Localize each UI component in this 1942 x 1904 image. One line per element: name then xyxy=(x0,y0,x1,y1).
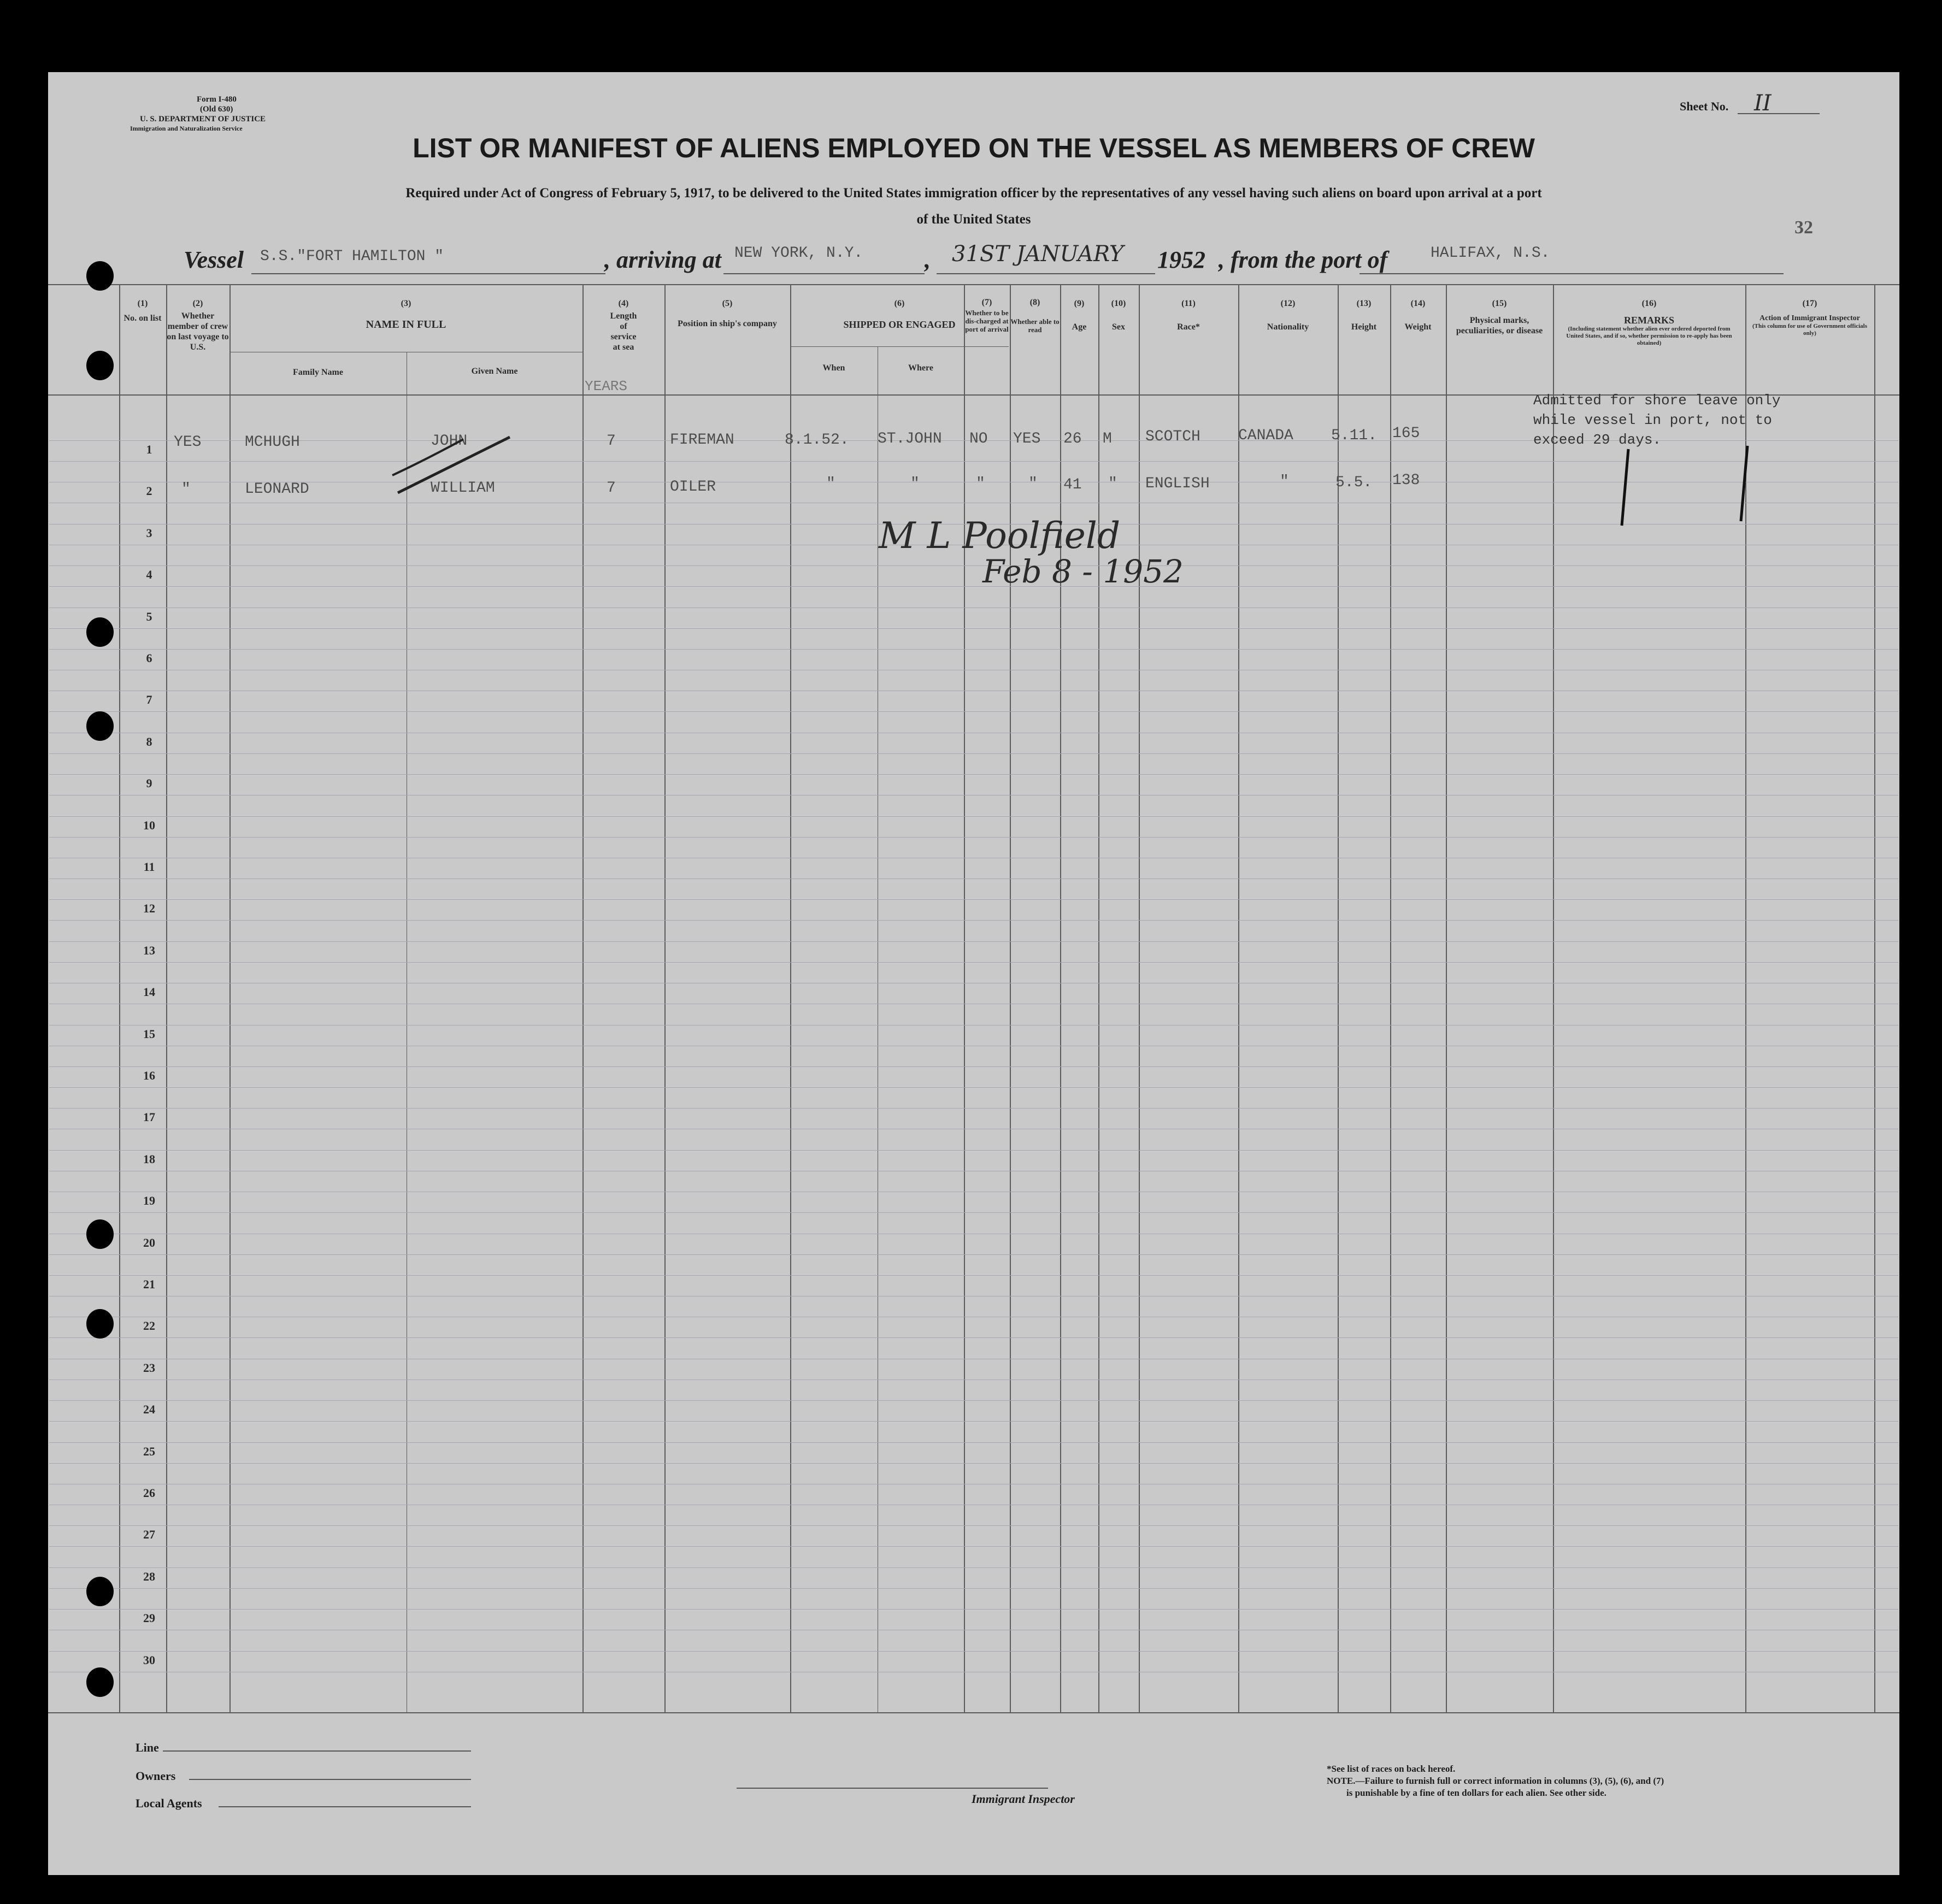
row2-able-to-read: " xyxy=(1028,475,1038,492)
row-rule xyxy=(49,816,1898,817)
col-line xyxy=(790,284,791,1713)
year: 1952 xyxy=(1157,246,1205,273)
col1-header: (1) No. on list xyxy=(123,299,162,323)
col11-header: (11) Race* xyxy=(1177,299,1200,332)
col8-header: (8) Whether able to read xyxy=(1010,298,1060,334)
row1-height: 5.11. xyxy=(1331,427,1378,444)
row-number: 3 xyxy=(146,526,152,540)
row-number: 26 xyxy=(143,1486,155,1500)
row2-height: 5.5. xyxy=(1335,474,1373,491)
row1-given-name: JOHN xyxy=(431,433,468,450)
row2-family-name: LEONARD xyxy=(245,481,309,498)
row-number: 19 xyxy=(143,1194,155,1208)
col-line xyxy=(1553,284,1554,1713)
row-rule xyxy=(49,649,1898,650)
row2-sex: " xyxy=(1108,475,1117,492)
row1-age: 26 xyxy=(1063,431,1082,447)
row-number: 21 xyxy=(143,1277,155,1291)
row1-position: FIREMAN xyxy=(670,432,734,449)
row-rule xyxy=(49,774,1898,775)
row-number: 10 xyxy=(143,818,155,832)
row-rule xyxy=(49,1588,1898,1589)
vessel-name: S.S."FORT HAMILTON " xyxy=(260,248,444,265)
row-rule xyxy=(49,1275,1898,1276)
row-rule xyxy=(49,1337,1898,1338)
row1-weight: 165 xyxy=(1392,425,1420,442)
row2-position: OILER xyxy=(670,479,716,496)
where-header: Where xyxy=(908,363,933,373)
subtitle-line1: Required under Act of Congress of February 5, 1917, to be delivered to the United States immigration officer by the representatives of any vessel having such aliens on board upon arrival at a port xyxy=(405,186,1542,201)
page-number: 32 xyxy=(1794,217,1813,238)
row-number: 29 xyxy=(143,1611,155,1625)
family-name-header: Family Name xyxy=(293,368,343,377)
row1-service: 7 xyxy=(607,433,616,450)
row1-prev-voyage: YES xyxy=(174,434,202,451)
owners-label: Owners xyxy=(136,1769,176,1783)
row-number: 24 xyxy=(143,1402,155,1417)
col-line xyxy=(1338,284,1339,1713)
table-top-border xyxy=(48,284,1899,285)
row-rule xyxy=(49,962,1898,963)
col-line xyxy=(664,284,666,1713)
col16-header: (16) REMARKS (Including statement whether alien ever ordered deported from United States, and if so, whether permission to re-apply has been obtained) xyxy=(1566,299,1732,346)
punch-hole xyxy=(86,261,114,291)
row1-shipped-when: 8.1.52. xyxy=(785,432,849,449)
row1-able-to-read: YES xyxy=(1013,431,1041,447)
col9-header: (9) Age xyxy=(1072,299,1087,332)
punch-hole xyxy=(86,1577,114,1606)
shipped-subheader-line xyxy=(790,346,1009,347)
department: U. S. DEPARTMENT OF JUSTICE xyxy=(140,115,266,123)
col4-header: (4) Length of service at sea xyxy=(610,299,637,352)
arrival-date: 31ST JANUARY xyxy=(952,241,1124,267)
col5-header: (5) Position in ship's company xyxy=(678,299,777,328)
col7-header: (7) Whether to be dis-charged at port of arrival xyxy=(965,298,1009,333)
punch-hole xyxy=(86,1667,114,1697)
punch-hole xyxy=(86,711,114,741)
row2-given-name: WILLIAM xyxy=(431,480,495,497)
line-underline xyxy=(163,1750,471,1752)
given-name-header: Given Name xyxy=(471,367,518,376)
inspector-signature-date: Feb 8 - 1952 xyxy=(982,553,1184,590)
manifest-sheet xyxy=(48,72,1899,1875)
col15-header: (15) Physical marks, peculiarities, or disease xyxy=(1456,299,1543,335)
row1-sex: M xyxy=(1103,431,1112,447)
col-line xyxy=(582,284,584,1713)
arriving-port: NEW YORK, N.Y. xyxy=(734,245,863,262)
row-number: 11 xyxy=(143,860,155,874)
col-line xyxy=(964,284,965,1713)
row-number: 17 xyxy=(143,1110,155,1124)
col6-header: (6) SHIPPED OR ENGAGED xyxy=(843,299,956,330)
punch-hole xyxy=(86,1219,114,1249)
row2-prev-voyage: " xyxy=(181,481,191,498)
remarks-line1: Admitted for shore leave only xyxy=(1533,392,1781,409)
table-bottom-border xyxy=(48,1712,1899,1713)
row-rule xyxy=(49,1150,1898,1151)
remarks-line2: while vessel in port, not to xyxy=(1533,412,1772,428)
local-agents-label: Local Agents xyxy=(136,1796,202,1810)
row-number: 1 xyxy=(146,443,152,456)
row-number: 7 xyxy=(146,693,152,707)
row2-weight: 138 xyxy=(1392,472,1420,489)
col12-header: (12) Nationality xyxy=(1267,299,1309,332)
row-number: 9 xyxy=(146,776,152,791)
col-line xyxy=(1060,284,1061,1713)
row-number: 13 xyxy=(143,943,155,957)
line-label: Line xyxy=(136,1741,159,1754)
footnote-races: *See list of races on back hereof. xyxy=(1327,1764,1456,1774)
row-rule xyxy=(49,1609,1898,1610)
row-number: 8 xyxy=(146,734,152,748)
row-number: 28 xyxy=(143,1569,155,1583)
row-number: 2 xyxy=(146,484,152,498)
row2-discharged: " xyxy=(976,475,985,492)
col13-header: (13) Height xyxy=(1351,299,1377,332)
old-form-number: (Old 630) xyxy=(200,105,233,114)
row-rule xyxy=(49,753,1898,754)
col-line xyxy=(1238,284,1239,1713)
row-rule xyxy=(49,920,1898,921)
row-rule xyxy=(49,1066,1898,1067)
row-number: 16 xyxy=(143,1069,155,1082)
row-number: 30 xyxy=(143,1653,155,1667)
row-rule xyxy=(49,1421,1898,1422)
row-rule xyxy=(49,1442,1898,1443)
row-rule xyxy=(49,1400,1898,1401)
row-number: 6 xyxy=(146,651,152,665)
row-rule xyxy=(49,565,1898,566)
comma-separator: , xyxy=(925,246,931,273)
row-rule xyxy=(49,1108,1898,1109)
local-agents-underline xyxy=(219,1806,471,1807)
row2-service: 7 xyxy=(607,480,616,497)
row-number: 5 xyxy=(146,609,152,623)
row-rule xyxy=(49,1463,1898,1464)
row-rule xyxy=(49,711,1898,712)
arriving-label: , arriving at xyxy=(604,246,721,273)
from-underline xyxy=(1360,273,1784,274)
page-title: LIST OR MANIFEST OF ALIENS EMPLOYED ON THE VESSEL AS MEMBERS OF CREW xyxy=(413,133,1535,163)
col-line xyxy=(1390,284,1391,1713)
col2-header: (2) Whether member of crew on last voyage to U.S. xyxy=(167,299,229,352)
row-number: 20 xyxy=(143,1235,155,1249)
row-number: 15 xyxy=(143,1027,155,1041)
row2-race: ENGLISH xyxy=(1145,475,1210,492)
row2-shipped-when: " xyxy=(826,475,835,492)
sheet-no-value: II xyxy=(1754,91,1772,116)
col-line xyxy=(1098,284,1099,1713)
col-line xyxy=(1010,284,1011,1713)
vessel-label: Vessel xyxy=(184,246,244,273)
footnote-penalty-1: NOTE.—Failure to furnish full or correct information in columns (3), (5), (6), and (7) xyxy=(1327,1776,1664,1786)
when-header: When xyxy=(822,363,845,373)
subtitle-line2: of the United States xyxy=(916,212,1031,227)
arriving-underline xyxy=(723,273,925,274)
row-rule xyxy=(49,1087,1898,1088)
row1-shipped-where: ST.JOHN xyxy=(878,431,942,447)
immigrant-inspector-label: Immigrant Inspector xyxy=(972,1792,1075,1806)
col-line xyxy=(229,284,231,1713)
row-rule xyxy=(49,1254,1898,1255)
checkmark-stroke xyxy=(387,433,518,498)
vessel-underline xyxy=(251,273,605,274)
tick-marks xyxy=(1616,444,1791,542)
row2-shipped-where: " xyxy=(910,475,920,492)
years-label: YEARS xyxy=(585,378,628,394)
from-label: , from the port of xyxy=(1219,246,1388,273)
inspector-signature: M L Poolfield xyxy=(879,515,1121,557)
row1-family-name: MCHUGH xyxy=(245,434,300,451)
row-rule xyxy=(49,1525,1898,1526)
col-line xyxy=(1874,284,1875,1713)
col17-header: (17) Action of Immigrant Inspector (This column for use of Government officials only) xyxy=(1752,299,1867,337)
row-rule xyxy=(49,1567,1898,1568)
row-rule xyxy=(49,941,1898,942)
row-number: 23 xyxy=(143,1360,155,1375)
col-line xyxy=(1446,284,1447,1713)
row1-discharged: NO xyxy=(969,431,988,447)
sheet-no-label: Sheet No. xyxy=(1680,99,1729,113)
col3-header: (3) NAME IN FULL xyxy=(366,299,446,331)
row-number: 25 xyxy=(143,1444,155,1458)
form-number: Form I-480 xyxy=(197,95,237,104)
owners-underline xyxy=(189,1779,471,1780)
col10-header: (10) Sex xyxy=(1111,299,1126,332)
row-rule xyxy=(49,628,1898,629)
row2-nationality: " xyxy=(1280,473,1289,490)
footnote-penalty-2: is punishable by a fine of ten dollars for each alien. See other side. xyxy=(1346,1788,1606,1798)
sheet-no-underline xyxy=(1738,113,1820,114)
row-number: 4 xyxy=(146,568,152,582)
punch-hole xyxy=(86,351,114,380)
row-number: 22 xyxy=(143,1319,155,1333)
row1-nationality: CANADA xyxy=(1238,427,1293,444)
service: Immigration and Naturalization Service xyxy=(130,125,243,132)
row-rule xyxy=(49,1212,1898,1213)
row-rule xyxy=(49,1546,1898,1547)
col-line xyxy=(1139,284,1140,1713)
row-rule xyxy=(49,837,1898,838)
row-number: 14 xyxy=(143,985,155,999)
from-port: HALIFAX, N.S. xyxy=(1431,245,1550,262)
row-rule xyxy=(49,586,1898,587)
row1-race: SCOTCH xyxy=(1145,428,1200,445)
inspector-signature-line xyxy=(737,1788,1048,1789)
row-number: 12 xyxy=(143,901,155,916)
col14-header: (14) Weight xyxy=(1404,299,1432,332)
row-number: 18 xyxy=(143,1152,155,1166)
remarks-line3: exceed 29 days. xyxy=(1533,432,1662,448)
date-underline xyxy=(937,273,1155,274)
row-rule xyxy=(49,1651,1898,1652)
row-number: 27 xyxy=(143,1528,155,1542)
punch-hole xyxy=(86,1309,114,1339)
col-line xyxy=(119,284,120,1713)
row-rule xyxy=(49,899,1898,900)
row2-age: 41 xyxy=(1063,476,1082,493)
punch-hole xyxy=(86,617,114,647)
